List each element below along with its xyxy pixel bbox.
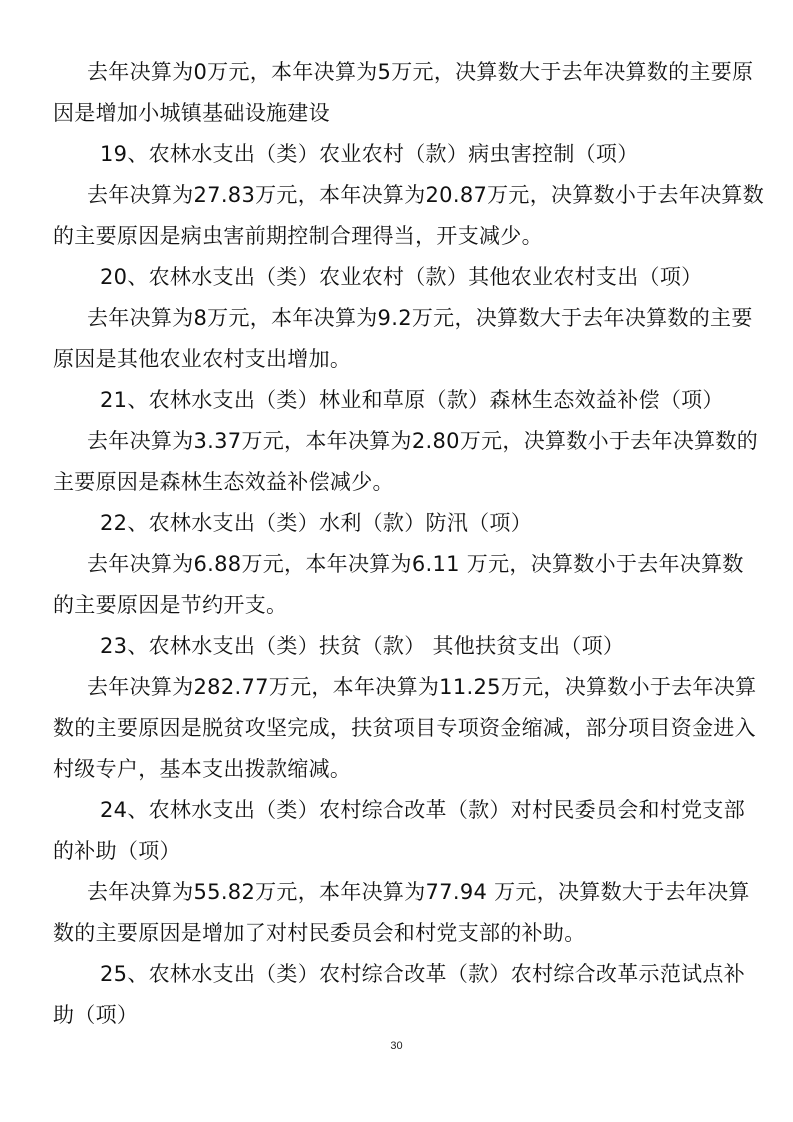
- section-heading: [53, 790, 753, 872]
- text-line: 村级专户，基本支出拨款缩减。: [53, 757, 352, 781]
- section-heading: [53, 503, 753, 544]
- paragraph-body: [53, 298, 753, 380]
- section-heading: [53, 257, 753, 298]
- heading-line: 助（项）: [53, 1003, 139, 1027]
- section-heading: [53, 134, 753, 175]
- paragraph-body: [53, 175, 765, 257]
- text-line: 去年决算为27.83万元，本年决算为20.87万元，决算数小于去年决算数: [87, 183, 765, 207]
- paragraph-body: [53, 667, 757, 790]
- text-line: 原因是其他农业农村支出增加。: [53, 347, 352, 371]
- text-line: 数的主要原因是增加了对村民委员会和村党支部的补助。: [53, 921, 586, 945]
- heading-line: 19、农林水支出（类）农业农村（款）病虫害控制（项）: [100, 142, 639, 166]
- text-line: 数的主要原因是脱贫攻坚完成，扶贫项目专项资金缩减，部分项目资金进入: [53, 716, 756, 740]
- heading-line: 25、农林水支出（类）农村综合改革（款）农村综合改革示范试点补: [100, 962, 746, 986]
- text-line: 主要原因是森林生态效益补偿减少。: [53, 470, 394, 494]
- text-line: 去年决算为282.77万元，本年决算为11.25万元，决算数小于去年决算: [87, 675, 757, 699]
- paragraph-body: [53, 52, 753, 134]
- text-line: 去年决算为55.82万元，本年决算为77.94 万元，决算数大于去年决算: [87, 880, 750, 904]
- heading-line: 20、农林水支出（类）农业农村（款）其他农业农村支出（项）: [100, 265, 703, 289]
- heading-line: 的补助（项）: [53, 839, 181, 863]
- heading-line: 24、农林水支出（类）农村综合改革（款）对村民委员会和村党支部: [100, 798, 746, 822]
- section-heading: [53, 380, 753, 421]
- section-heading: [53, 954, 753, 1036]
- text-line: 去年决算为8万元，本年决算为9.2万元，决算数大于去年决算数的主要: [87, 306, 753, 330]
- text-line: 去年决算为0万元，本年决算为5万元，决算数大于去年决算数的主要原: [87, 60, 754, 84]
- heading-line: 23、农林水支出（类）扶贫（款） 其他扶贫支出（项）: [100, 634, 625, 658]
- paragraph-body: [53, 544, 753, 626]
- text-line: 因是增加小城镇基础设施建设: [53, 101, 330, 125]
- document-body: [53, 52, 765, 1036]
- paragraph-body: [53, 421, 759, 503]
- text-line: 的主要原因是病虫害前期控制合理得当，开支减少。: [53, 224, 543, 248]
- section-heading: [53, 626, 753, 667]
- text-line: 去年决算为6.88万元，本年决算为6.11 万元，决算数小于去年决算数: [87, 552, 744, 576]
- paragraph-body: [53, 872, 753, 954]
- page-number: 30: [390, 1040, 403, 1052]
- text-line: 的主要原因是节约开支。: [53, 593, 288, 617]
- text-line: 去年决算为3.37万元，本年决算为2.80万元，决算数小于去年决算数的: [87, 429, 759, 453]
- heading-line: 21、农林水支出（类）林业和草原（款）森林生态效益补偿（项）: [100, 388, 724, 412]
- heading-line: 22、农林水支出（类）水利（款）防汛（项）: [100, 511, 533, 535]
